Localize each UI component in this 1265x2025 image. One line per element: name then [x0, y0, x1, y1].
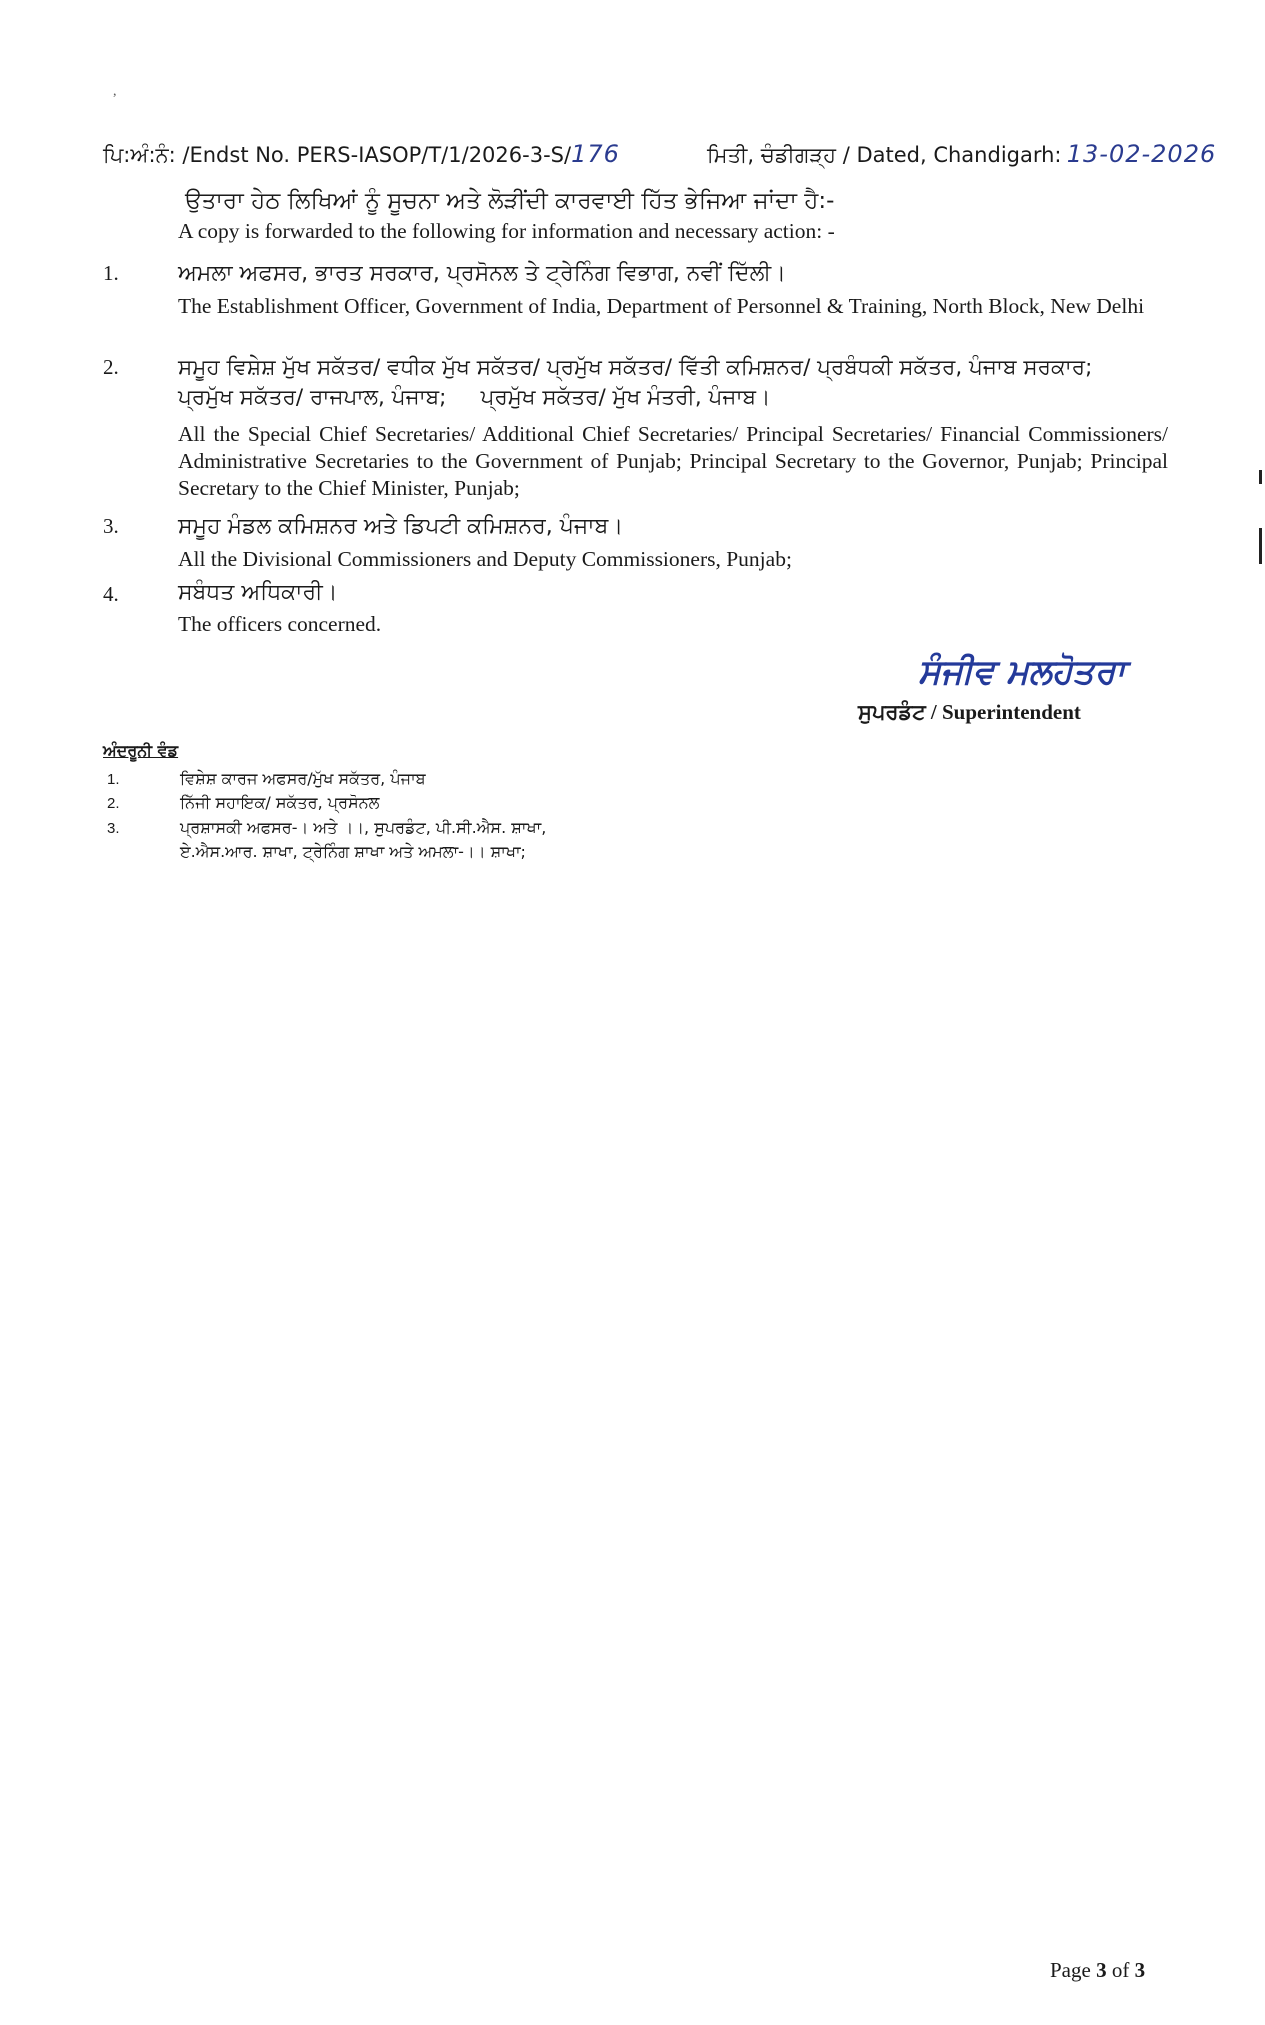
internal-item-text: ਪ੍ਰਸ਼ਾਸਕੀ ਅਫਸਰ-। ਅਤੇ ।।, ਸੁਪਰਡੰਟ, ਪੀ.ਸੀ.ਐਸ. ਸ਼ਾਖਾ, [180, 818, 547, 837]
item-punjabi: ਅਮਲਾ ਅਫਸਰ, ਭਾਰਤ ਸਰਕਾਰ, ਪ੍ਰਸੋਨਲ ਤੇ ਟ੍ਰੇਨਿੰਗ ਵਿਭਾਗ, ਨਵੀਂ ਦਿੱਲੀ। [178, 261, 786, 286]
page-of: of [1111, 1958, 1130, 1982]
item-punjabi: ਸਮੂਹ ਮੰਡਲ ਕਮਿਸ਼ਨਰ ਅਤੇ ਡਿਪਟੀ ਕਮਿਸ਼ਨਰ, ਪੰਜਾਬ। [178, 514, 624, 539]
signature-title-punjabi: ਸੁਪਰਡੰਟ [858, 700, 926, 724]
item-english: All the Special Chief Secretaries/ Additional Chief Secretaries/ Principal Secretaries/ Financial Commissioners/ Administrative Secretaries to the Government of Punjab; Principal Secretary to the Governor, Punjab; Principal Secretary to the Chief Minister, Punjab; [178, 422, 1168, 500]
endorsement-reference [103, 140, 620, 168]
page-number [1050, 1958, 1145, 1983]
item-english: The Establishment Officer, Government of India, Department of Personnel & Training, North Block, New Delhi [178, 294, 1145, 318]
page-prefix: Page [1050, 1958, 1091, 1982]
item-number: 4. [103, 582, 119, 606]
signature-title [858, 700, 1081, 725]
reference-label: ਪਿ:ਅੰ:ਨੰ: /Endst No. PERS-IASOP/T/1/2026-3-S/ [103, 143, 572, 167]
date-value: 13-02-2026 [1066, 140, 1217, 168]
internal-item-number: 2. [107, 795, 120, 812]
item-number: 2. [103, 355, 119, 379]
scan-edge-mark [1259, 470, 1262, 484]
scan-edge-mark [1259, 528, 1262, 564]
handwritten-signature: ਸੰਜੀਵ ਮਲਹੋਤਰਾ [918, 652, 1125, 692]
stray-mark: , [113, 84, 117, 99]
page-total: 3 [1134, 1958, 1146, 1982]
reference-number: 176 [571, 140, 620, 168]
internal-item-text: ਵਿਸ਼ੇਸ਼ ਕਾਰਜ ਅਫਸਰ/ਮੁੱਖ ਸਕੱਤਰ, ਪੰਜਾਬ [180, 769, 426, 788]
internal-item-number: 3. [107, 820, 120, 837]
date-line [707, 140, 1216, 168]
page-current: 3 [1096, 1958, 1107, 1982]
item-english: The officers concerned. [178, 612, 382, 636]
intro-english: A copy is forwarded to the following for information and necessary action: - [178, 219, 835, 243]
item-punjabi: ਸਮੂਹ ਵਿਸ਼ੇਸ਼ ਮੁੱਖ ਸਕੱਤਰ/ ਵਧੀਕ ਮੁੱਖ ਸਕੱਤਰ/ ਪ੍ਰਮੁੱਖ ਸਕੱਤਰ/ ਵਿੱਤੀ ਕਮਿਸ਼ਨਰ/ ਪ੍ਰਬੰਧਕੀ ਸਕੱਤਰ, ਪੰਜਾਬ ਸਰਕਾਰ; [178, 355, 1093, 380]
item-english: All the Divisional Commissioners and Deputy Commissioners, Punjab; [178, 547, 792, 571]
signature-title-english: / Superintendent [930, 700, 1081, 724]
internal-item-number: 1. [107, 771, 120, 788]
item-punjabi: ਪ੍ਰਮੁੱਖ ਸਕੱਤਰ/ ਰਾਜਪਾਲ, ਪੰਜਾਬ; ਪ੍ਰਮੁੱਖ ਸਕੱਤਰ/ ਮੁੱਖ ਮੰਤਰੀ, ਪੰਜਾਬ। [178, 385, 771, 410]
intro-punjabi: ਉਤਾਰਾ ਹੇਠ ਲਿਖਿਆਂ ਨੂੰ ਸੂਚਨਾ ਅਤੇ ਲੋੜੀਂਦੀ ਕਾਰਵਾਈ ਹਿੱਤ ਭੇਜਿਆ ਜਾਂਦਾ ਹੈ:- [185, 188, 835, 214]
date-label: ਮਿਤੀ, ਚੰਡੀਗੜ੍ਹ / Dated, Chandigarh: [707, 143, 1062, 167]
item-number: 3. [103, 514, 119, 538]
internal-item-text: ਏ.ਐਸ.ਆਰ. ਸ਼ਾਖਾ, ਟ੍ਰੇਨਿੰਗ ਸ਼ਾਖਾ ਅਤੇ ਅਮਲਾ-।। ਸ਼ਾਖਾ; [180, 842, 526, 861]
internal-distribution-heading: ਅੰਦਰੂਨੀ ਵੰਡ [103, 741, 179, 760]
internal-item-text: ਨਿੱਜੀ ਸਹਾਇਕ/ ਸਕੱਤਰ, ਪ੍ਰਸੋਨਲ [180, 793, 380, 812]
item-punjabi: ਸਬੰਧਤ ਅਧਿਕਾਰੀ। [178, 580, 338, 605]
item-number: 1. [103, 261, 119, 285]
